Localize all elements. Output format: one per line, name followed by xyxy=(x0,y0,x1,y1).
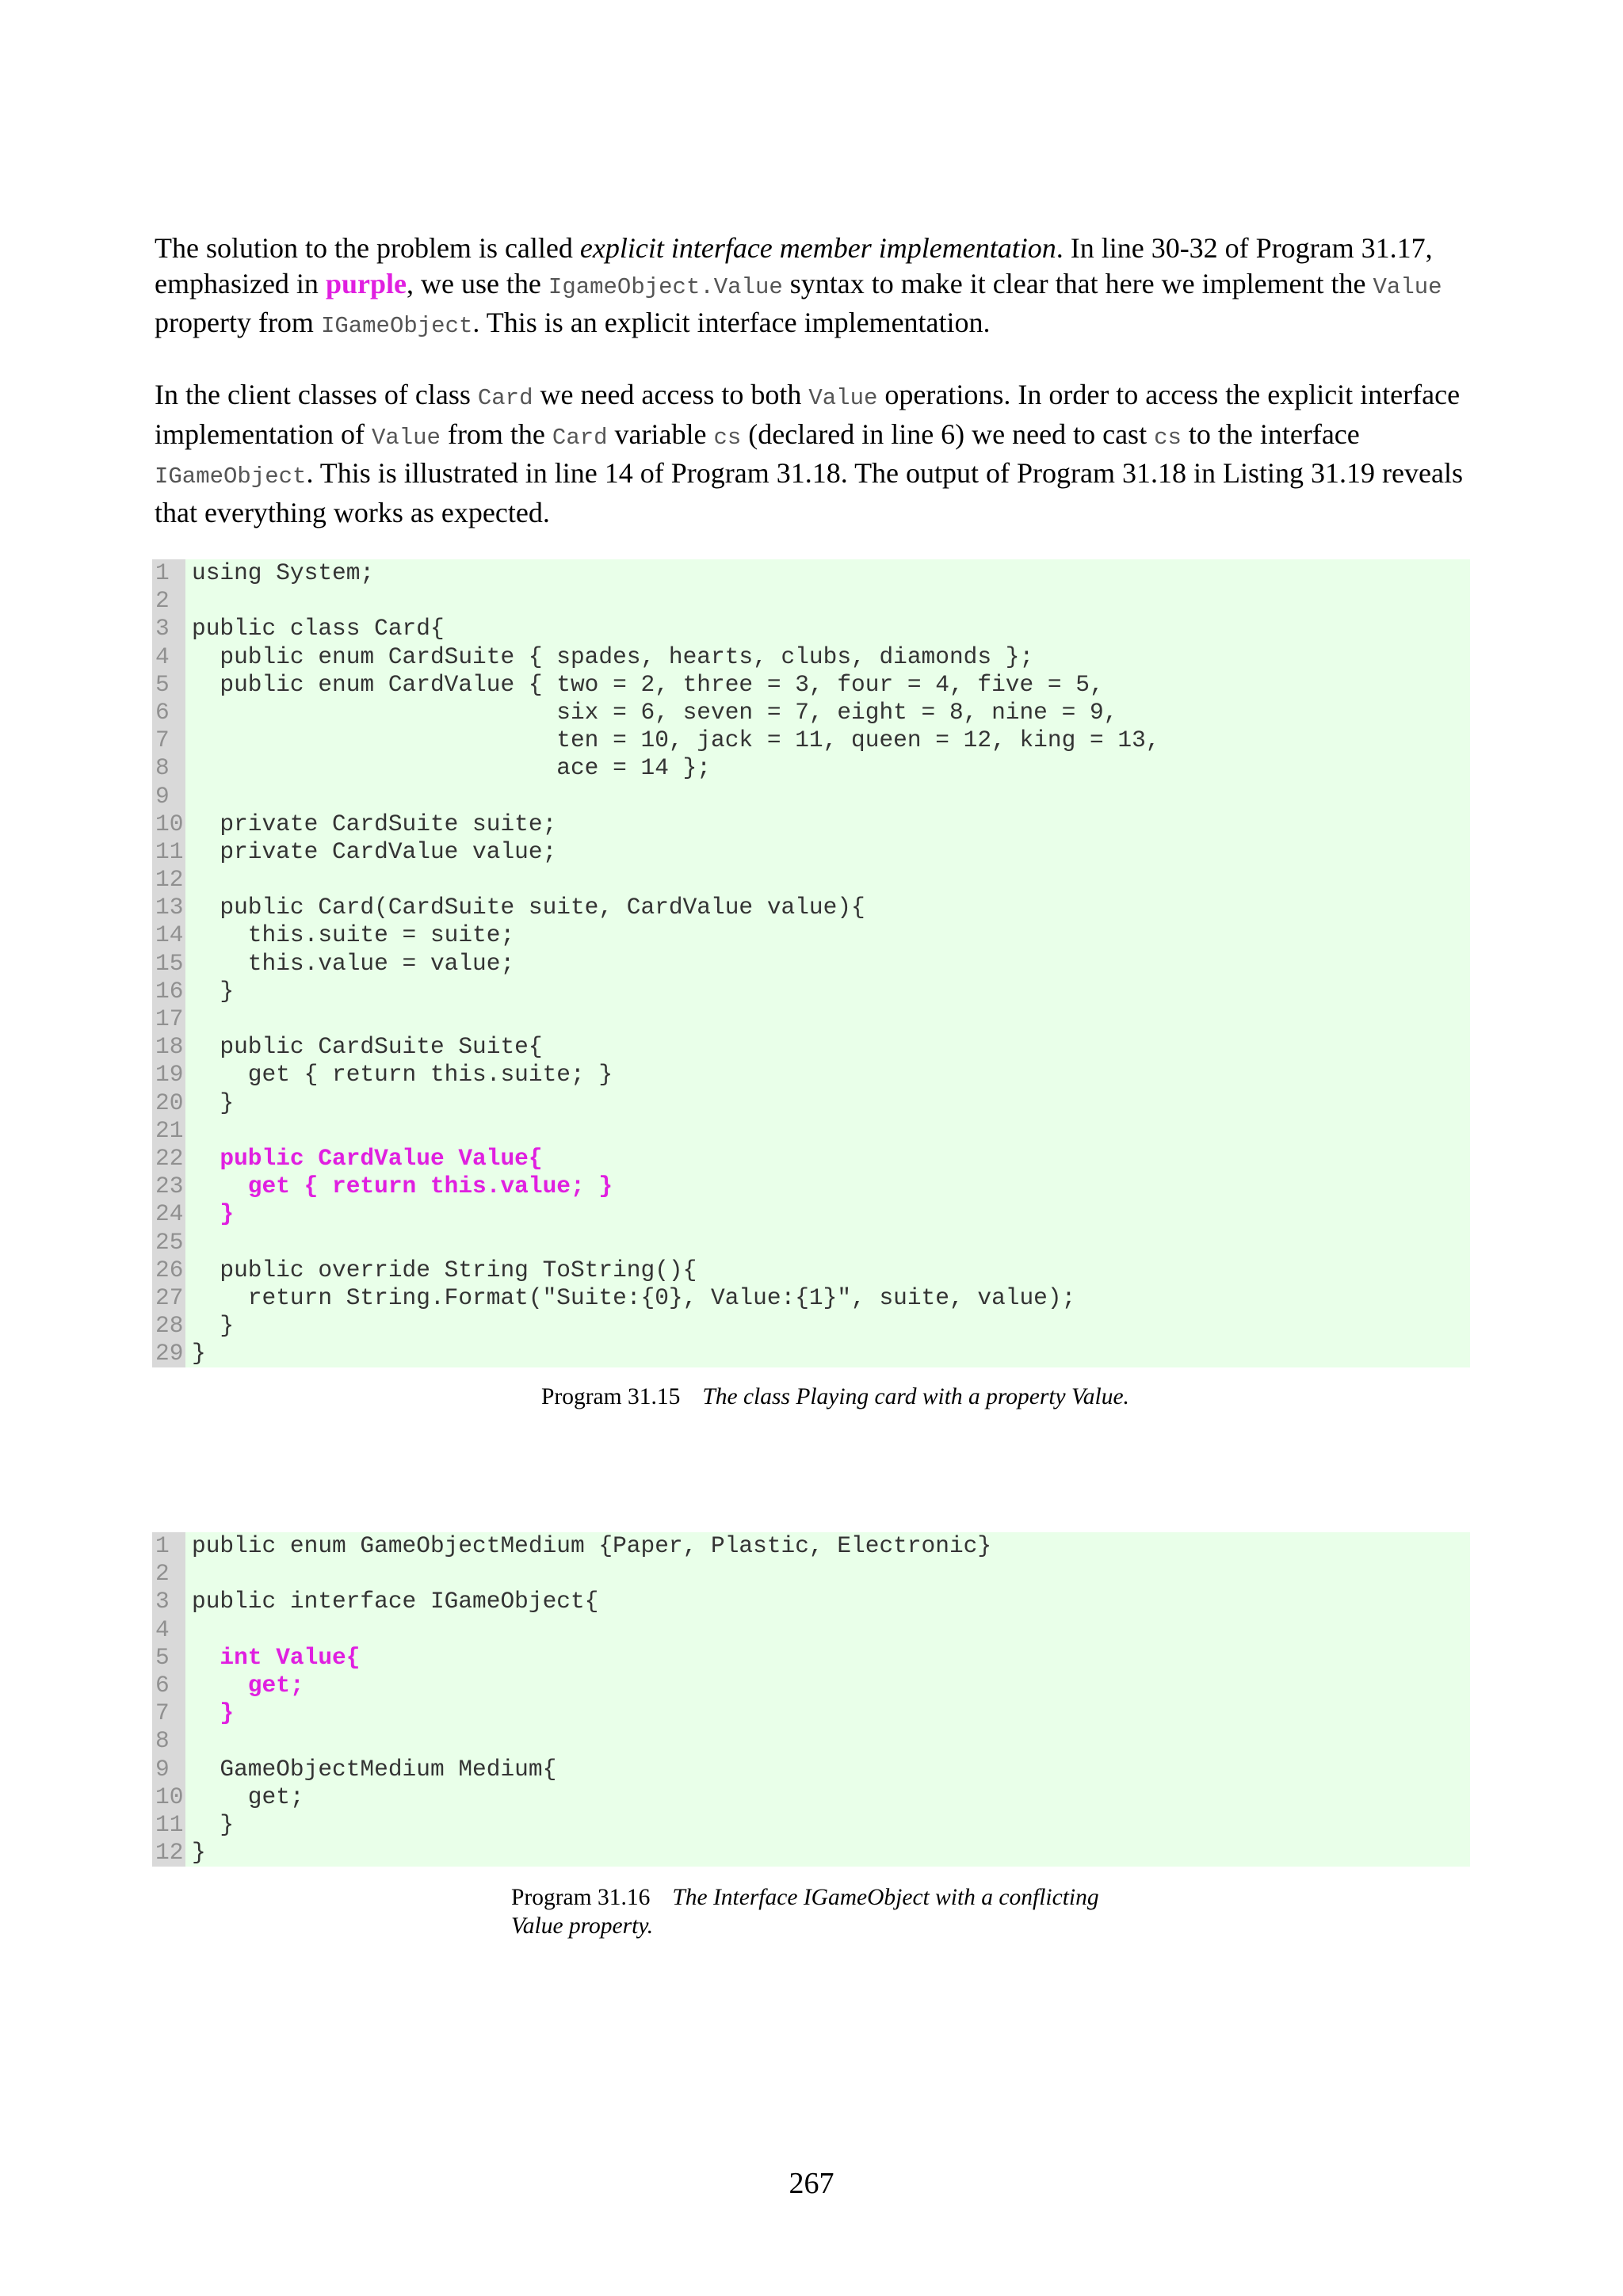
code-text xyxy=(185,783,1470,810)
line-number: 29 xyxy=(152,1340,185,1367)
line-number: 5 xyxy=(152,1644,185,1672)
line-number: 9 xyxy=(152,783,185,810)
line-number: 2 xyxy=(152,587,185,615)
line-number: 20 xyxy=(152,1089,185,1117)
text: (declared in line 6) we need to cast xyxy=(741,418,1155,450)
line-number: 8 xyxy=(152,754,185,782)
inline-code: IGameObject xyxy=(155,463,307,490)
text: . This is an explicit interface implementation. xyxy=(472,307,991,338)
line-number: 7 xyxy=(152,727,185,754)
line-number: 21 xyxy=(152,1117,185,1145)
inline-code: cs xyxy=(713,424,742,451)
inline-code: cs xyxy=(1154,424,1182,451)
code-text xyxy=(185,1117,1470,1145)
code-text xyxy=(185,1560,1470,1588)
text: operations. In order to access the explicit interface implementation of xyxy=(155,379,1461,450)
code-line xyxy=(152,866,1470,894)
line-number: 1 xyxy=(152,559,185,587)
code-text: public override String ToString(){ xyxy=(185,1257,1470,1284)
code-text: public Card(CardSuite suite, CardValue value){ xyxy=(185,894,1470,921)
line-number: 11 xyxy=(152,1811,185,1839)
code-text: get; xyxy=(185,1783,1470,1811)
code-line xyxy=(152,1173,1470,1200)
line-number: 12 xyxy=(152,1839,185,1867)
line-number: 5 xyxy=(152,671,185,699)
inline-code: Value xyxy=(371,424,441,451)
caption-label: Program 31.16 xyxy=(511,1885,651,1910)
text: . In line 30-32 of Program 31.17, emphasized in xyxy=(155,232,1433,299)
caption-title: The Interface IGameObject with a conflicting Value property. xyxy=(511,1885,1099,1939)
line-number: 15 xyxy=(152,950,185,978)
inline-code: Value xyxy=(1373,273,1442,300)
caption-title: The class Playing card with a property Value. xyxy=(702,1384,1129,1409)
code-text: public interface IGameObject{ xyxy=(185,1588,1470,1615)
line-number: 10 xyxy=(152,810,185,838)
code-text: public class Card{ xyxy=(185,615,1470,643)
code-line xyxy=(152,1783,1470,1811)
line-number: 26 xyxy=(152,1257,185,1284)
line-number: 7 xyxy=(152,1699,185,1727)
code-text xyxy=(185,866,1470,894)
line-number: 8 xyxy=(152,1727,185,1755)
code-line xyxy=(152,587,1470,615)
text: In the client classes of class xyxy=(155,379,478,410)
line-number: 14 xyxy=(152,921,185,949)
code-line xyxy=(152,1727,1470,1755)
program-caption xyxy=(511,1883,1145,1940)
line-number: 13 xyxy=(152,894,185,921)
code-line xyxy=(152,783,1470,810)
code-line xyxy=(152,810,1470,838)
code-line xyxy=(152,1312,1470,1340)
code-text xyxy=(185,1727,1470,1755)
code-line xyxy=(152,1532,1470,1560)
code-text: ten = 10, jack = 11, queen = 12, king = 13, xyxy=(185,727,1470,754)
code-text: this.suite = suite; xyxy=(185,921,1470,949)
code-line xyxy=(152,1005,1470,1033)
page-number: 267 xyxy=(789,2167,834,2200)
emphasis-term: explicit interface member implementation xyxy=(579,232,1056,264)
line-number: 18 xyxy=(152,1033,185,1061)
code-line xyxy=(152,1756,1470,1783)
code-line xyxy=(152,1089,1470,1117)
code-line xyxy=(152,671,1470,699)
code-line xyxy=(152,727,1470,754)
line-number: 1 xyxy=(152,1532,185,1560)
text: variable xyxy=(607,418,714,450)
text: to the interface xyxy=(1181,418,1360,450)
code-text: } xyxy=(185,1699,1470,1727)
code-text: ace = 14 }; xyxy=(185,754,1470,782)
text: . This is illustrated in line 14 of Program 31.18. The output of Program 31.18 in Listing 31.19 reveals that everything works as expected. xyxy=(155,457,1463,528)
line-number: 24 xyxy=(152,1200,185,1228)
code-text: get; xyxy=(185,1672,1470,1699)
code-line xyxy=(152,754,1470,782)
code-text: } xyxy=(185,1811,1470,1839)
line-number: 23 xyxy=(152,1173,185,1200)
code-text: private CardSuite suite; xyxy=(185,810,1470,838)
text: , we use the xyxy=(406,267,548,299)
caption-label: Program 31.15 xyxy=(541,1384,681,1409)
code-text: public CardValue Value{ xyxy=(185,1145,1470,1173)
code-line xyxy=(152,559,1470,587)
line-number: 19 xyxy=(152,1061,185,1089)
code-text: get { return this.suite; } xyxy=(185,1061,1470,1089)
code-line xyxy=(152,1699,1470,1727)
code-line xyxy=(152,615,1470,643)
line-number: 28 xyxy=(152,1312,185,1340)
line-number: 4 xyxy=(152,1616,185,1644)
text: we need access to both xyxy=(533,379,809,410)
code-text: using System; xyxy=(185,559,1470,587)
code-line xyxy=(152,1284,1470,1312)
code-text: public enum GameObjectMedium {Paper, Plastic, Electronic} xyxy=(185,1532,1470,1560)
code-line xyxy=(152,1616,1470,1644)
line-number: 12 xyxy=(152,866,185,894)
code-line xyxy=(152,838,1470,866)
code-text: } xyxy=(185,1340,1470,1367)
code-text: GameObjectMedium Medium{ xyxy=(185,1756,1470,1783)
code-line xyxy=(152,1033,1470,1061)
text: property from xyxy=(155,307,321,338)
code-text: int Value{ xyxy=(185,1644,1470,1672)
code-text: return String.Format("Suite:{0}, Value:{1}", suite, value); xyxy=(185,1284,1470,1312)
paragraph-client-classes xyxy=(155,377,1486,530)
inline-code: Card xyxy=(552,424,608,451)
paragraph-explicit-interface xyxy=(155,231,1486,345)
line-number: 27 xyxy=(152,1284,185,1312)
code-line xyxy=(152,1560,1470,1588)
code-text: this.value = value; xyxy=(185,950,1470,978)
code-line xyxy=(152,1811,1470,1839)
code-text xyxy=(185,1005,1470,1033)
code-line xyxy=(152,1229,1470,1257)
code-text: six = 6, seven = 7, eight = 8, nine = 9, xyxy=(185,699,1470,727)
code-line xyxy=(152,1117,1470,1145)
code-text xyxy=(185,587,1470,615)
code-listing-igameobject xyxy=(152,1532,1470,1867)
inline-code: Value xyxy=(808,385,878,411)
line-number: 22 xyxy=(152,1145,185,1173)
code-text xyxy=(185,1616,1470,1644)
inline-code: IGameObject xyxy=(320,313,473,339)
text: syntax to make it clear that here we implement the xyxy=(782,267,1373,299)
code-text: } xyxy=(185,1839,1470,1867)
code-line xyxy=(152,1839,1470,1867)
code-text: private CardValue value; xyxy=(185,838,1470,866)
code-line xyxy=(152,921,1470,949)
inline-code: IgameObject.Value xyxy=(548,273,783,300)
line-number: 11 xyxy=(152,838,185,866)
code-line xyxy=(152,1340,1470,1367)
code-text: public enum CardSuite { spades, hearts, clubs, diamonds }; xyxy=(185,643,1470,671)
code-line xyxy=(152,1061,1470,1089)
line-number: 25 xyxy=(152,1229,185,1257)
line-number: 3 xyxy=(152,615,185,643)
program-caption xyxy=(541,1383,1144,1411)
code-line xyxy=(152,1145,1470,1173)
code-line xyxy=(152,950,1470,978)
code-text: } xyxy=(185,1200,1470,1228)
code-text: public enum CardValue { two = 2, three = 3, four = 4, five = 5, xyxy=(185,671,1470,699)
code-line xyxy=(152,1672,1470,1699)
code-text: } xyxy=(185,1089,1470,1117)
code-line xyxy=(152,699,1470,727)
code-line xyxy=(152,978,1470,1005)
line-number: 17 xyxy=(152,1005,185,1033)
code-line xyxy=(152,1588,1470,1615)
line-number: 10 xyxy=(152,1783,185,1811)
code-text: get { return this.value; } xyxy=(185,1173,1470,1200)
line-number: 9 xyxy=(152,1756,185,1783)
code-line xyxy=(152,1644,1470,1672)
code-listing-card-class xyxy=(152,559,1470,1367)
code-text xyxy=(185,1229,1470,1257)
line-number: 6 xyxy=(152,699,185,727)
code-text: public CardSuite Suite{ xyxy=(185,1033,1470,1061)
code-line xyxy=(152,643,1470,671)
code-text: } xyxy=(185,1312,1470,1340)
code-text: } xyxy=(185,978,1470,1005)
purple-word: purple xyxy=(325,267,407,299)
code-line xyxy=(152,894,1470,921)
line-number: 6 xyxy=(152,1672,185,1699)
line-number: 16 xyxy=(152,978,185,1005)
line-number: 4 xyxy=(152,643,185,671)
code-line xyxy=(152,1257,1470,1284)
line-number: 3 xyxy=(152,1588,185,1615)
text: from the xyxy=(440,418,552,450)
code-line xyxy=(152,1200,1470,1228)
text: The solution to the problem is called xyxy=(155,232,580,264)
inline-code: Card xyxy=(477,385,533,411)
line-number: 2 xyxy=(152,1560,185,1588)
